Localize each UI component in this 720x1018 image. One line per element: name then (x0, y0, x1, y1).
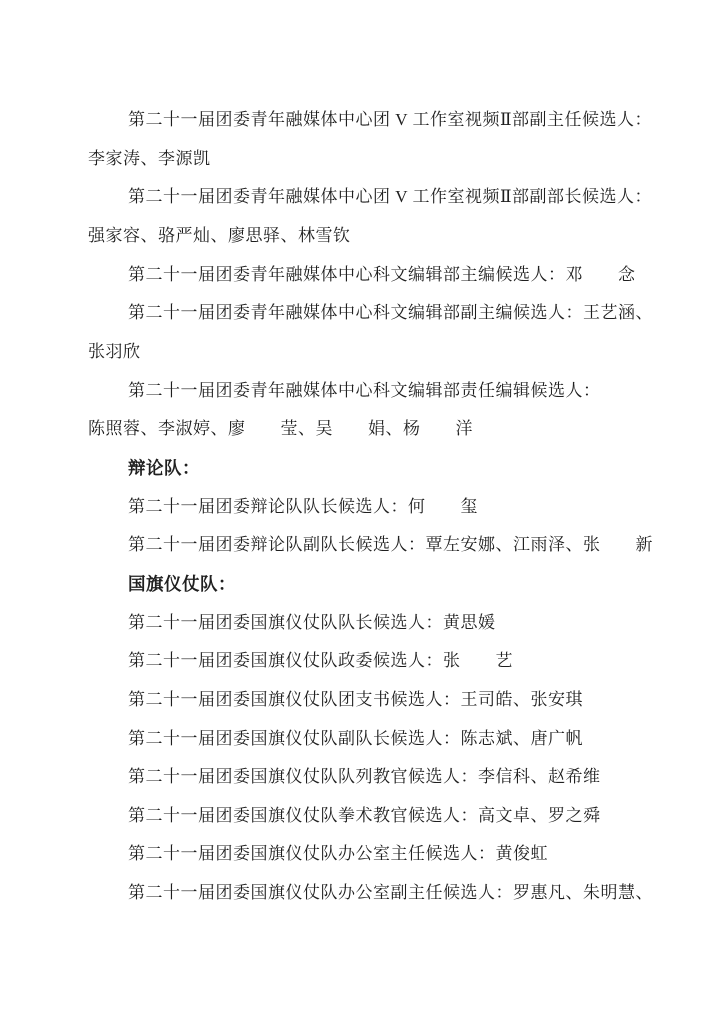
candidate-line-video2-deputy-head-names: 强家容、骆严灿、廖思驿、林雪钦 (88, 225, 351, 245)
candidate-line-guard-office-deputy-director: 第二十一届团委国旗仪仗队办公室副主任候选人：罗惠凡、朱明慧、 (128, 883, 653, 903)
candidate-line-guard-branch-secretary: 第二十一届团委国旗仪仗队团支书候选人：王司皓、张安琪 (128, 689, 583, 709)
candidate-line-guard-commissar: 第二十一届团委国旗仪仗队政委候选人：张 艺 (128, 651, 513, 671)
candidate-line-guard-martial-instructor: 第二十一届团委国旗仪仗队拳术教官候选人：高文卓、罗之舜 (128, 805, 601, 825)
candidate-line-video2-deputy-director: 第二十一届团委青年融媒体中心团 V 工作室视频Ⅱ部副主任候选人： (128, 110, 653, 129)
candidate-line-editorial-duty-editor: 第二十一届团委青年融媒体中心科文编辑部责任编辑候选人： (128, 380, 601, 400)
candidate-line-guard-vice-captain: 第二十一届团委国旗仪仗队副队长候选人：陈志斌、唐广帆 (128, 728, 583, 748)
candidate-line-debate-vice-captain: 第二十一届团委辩论队副队长候选人：覃左安娜、江雨泽、张 新 (128, 535, 653, 555)
candidate-line-editorial-chief-editor: 第二十一届团委青年融媒体中心科文编辑部主编候选人：邓 念 (128, 264, 636, 284)
candidate-line-guard-captain: 第二十一届团委国旗仪仗队队长候选人：黄思媛 (128, 612, 496, 632)
section-heading-debate-team: 辩论队： (128, 457, 200, 478)
candidate-line-editorial-deputy-editor-names: 张羽欣 (88, 341, 141, 361)
candidate-line-guard-office-director: 第二十一届团委国旗仪仗队办公室主任候选人：黄俊虹 (128, 844, 548, 864)
candidate-line-video2-deputy-head: 第二十一届团委青年融媒体中心团 V 工作室视频Ⅱ部副部长候选人： (128, 187, 653, 207)
section-heading-honor-guard: 国旗仪仗队： (128, 573, 236, 594)
candidate-line-debate-captain: 第二十一届团委辩论队队长候选人：何 玺 (128, 496, 478, 516)
candidate-line-editorial-deputy-editor: 第二十一届团委青年融媒体中心科文编辑部副主编候选人：王艺涵、 (128, 303, 653, 323)
candidate-line-video2-deputy-director-names: 李家涛、李源凯 (88, 148, 211, 168)
candidate-line-editorial-duty-editor-names: 陈照蓉、李淑婷、廖 莹、吴 娟、杨 洋 (88, 419, 473, 439)
candidate-line-guard-drill-instructor: 第二十一届团委国旗仪仗队队列教官候选人：李信科、赵希维 (128, 767, 601, 787)
document-body (88, 101, 653, 913)
